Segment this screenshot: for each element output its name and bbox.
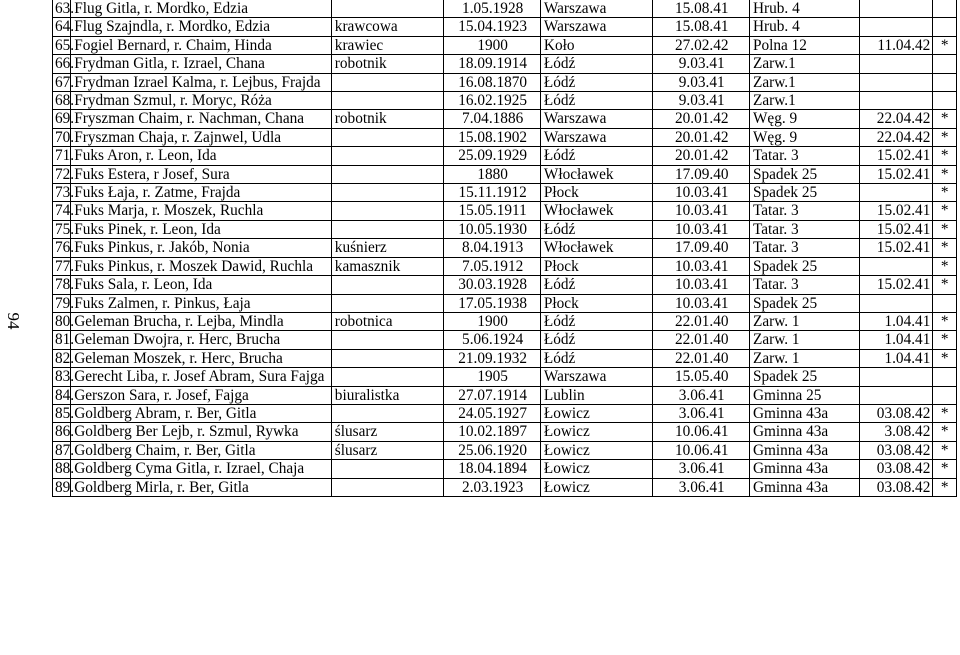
birth-date-cell: 18.09.1914: [444, 55, 541, 73]
origin-place-cell: Łódź: [540, 92, 653, 110]
birth-date-cell: 5.06.1924: [444, 331, 541, 349]
mark-cell: *: [933, 147, 957, 165]
birth-date-cell: 16.08.1870: [444, 73, 541, 91]
table-row: [53, 36, 957, 54]
birth-date-cell: 1880: [444, 165, 541, 183]
entry-number-cell: 65.: [53, 36, 71, 54]
arrival-date-cell: 15.05.40: [653, 368, 750, 386]
arrival-date-cell: 27.02.42: [653, 36, 750, 54]
departure-date-cell: [860, 92, 933, 110]
table-row: [53, 220, 957, 238]
occupation-cell: [331, 0, 444, 18]
arrival-date-cell: 10.03.41: [653, 257, 750, 275]
address-cell: Węg. 9: [749, 110, 859, 128]
address-cell: Tatar. 3: [749, 239, 859, 257]
entry-number-cell: 73.: [53, 184, 71, 202]
table-row: [53, 55, 957, 73]
address-cell: Zarw.1: [749, 92, 859, 110]
address-cell: Węg. 9: [749, 128, 859, 146]
entry-number-cell: 70.: [53, 128, 71, 146]
table-row: [53, 202, 957, 220]
origin-place-cell: Łódź: [540, 331, 653, 349]
entry-number-cell: 75.: [53, 220, 71, 238]
entry-number-cell: 78.: [53, 276, 71, 294]
arrival-date-cell: 22.01.40: [653, 349, 750, 367]
birth-date-cell: 15.11.1912: [444, 184, 541, 202]
occupation-cell: [331, 349, 444, 367]
occupation-cell: krawcowa: [331, 18, 444, 36]
occupation-cell: [331, 220, 444, 238]
address-cell: Zarw.1: [749, 55, 859, 73]
address-cell: Hrub. 4: [749, 18, 859, 36]
mark-cell: [933, 92, 957, 110]
origin-place-cell: Włocławek: [540, 165, 653, 183]
entry-number-cell: 79.: [53, 294, 71, 312]
arrival-date-cell: 3.06.41: [653, 460, 750, 478]
arrival-date-cell: 20.01.42: [653, 147, 750, 165]
origin-place-cell: Łódź: [540, 55, 653, 73]
mark-cell: [933, 73, 957, 91]
origin-place-cell: Warszawa: [540, 128, 653, 146]
origin-place-cell: Lublin: [540, 386, 653, 404]
entry-number-cell: 88.: [53, 460, 71, 478]
address-cell: Spadek 25: [749, 184, 859, 202]
birth-date-cell: 1905: [444, 368, 541, 386]
departure-date-cell: 1.04.41: [860, 312, 933, 330]
entry-number-cell: 87.: [53, 441, 71, 459]
mark-cell: [933, 55, 957, 73]
person-name-cell: Fuks Zalmen, r. Pinkus, Łaja: [71, 294, 332, 312]
origin-place-cell: Płock: [540, 184, 653, 202]
address-cell: Zarw. 1: [749, 349, 859, 367]
departure-date-cell: 15.02.41: [860, 239, 933, 257]
table-row: [53, 276, 957, 294]
person-name-cell: Fuks Aron, r. Leon, Ida: [71, 147, 332, 165]
entry-number-cell: 80.: [53, 312, 71, 330]
occupation-cell: [331, 478, 444, 496]
birth-date-cell: 1900: [444, 312, 541, 330]
mark-cell: *: [933, 276, 957, 294]
person-name-cell: Fuks Pinek, r. Leon, Ida: [71, 220, 332, 238]
departure-date-cell: [860, 0, 933, 18]
person-name-cell: Fuks Sala, r. Leon, Ida: [71, 276, 332, 294]
arrival-date-cell: 17.09.40: [653, 165, 750, 183]
mark-cell: [933, 294, 957, 312]
origin-place-cell: Łowicz: [540, 423, 653, 441]
mark-cell: *: [933, 128, 957, 146]
person-name-cell: Fryszman Chaim, r. Nachman, Chana: [71, 110, 332, 128]
person-name-cell: Goldberg Cyma Gitla, r. Izrael, Chaja: [71, 460, 332, 478]
address-cell: Spadek 25: [749, 257, 859, 275]
person-name-cell: Fuks Pinkus, r. Jakób, Nonia: [71, 239, 332, 257]
departure-date-cell: [860, 55, 933, 73]
origin-place-cell: Łódź: [540, 73, 653, 91]
entry-number-cell: 69.: [53, 110, 71, 128]
entry-number-cell: 72.: [53, 165, 71, 183]
origin-place-cell: Łódź: [540, 349, 653, 367]
departure-date-cell: 3.08.42: [860, 423, 933, 441]
mark-cell: *: [933, 349, 957, 367]
arrival-date-cell: 9.03.41: [653, 92, 750, 110]
page-number: 94: [4, 312, 23, 330]
occupation-cell: [331, 331, 444, 349]
arrival-date-cell: 3.06.41: [653, 478, 750, 496]
occupation-cell: kamasznik: [331, 257, 444, 275]
table-row: [53, 460, 957, 478]
arrival-date-cell: 10.03.41: [653, 202, 750, 220]
birth-date-cell: 16.02.1925: [444, 92, 541, 110]
table-row: [53, 184, 957, 202]
table-row: [53, 294, 957, 312]
address-cell: Hrub. 4: [749, 0, 859, 18]
arrival-date-cell: 17.09.40: [653, 239, 750, 257]
birth-date-cell: 10.05.1930: [444, 220, 541, 238]
arrival-date-cell: 22.01.40: [653, 312, 750, 330]
occupation-cell: [331, 147, 444, 165]
departure-date-cell: 22.04.42: [860, 128, 933, 146]
occupation-cell: [331, 460, 444, 478]
origin-place-cell: Warszawa: [540, 110, 653, 128]
table-row: [53, 331, 957, 349]
table-row: [53, 73, 957, 91]
mark-cell: *: [933, 331, 957, 349]
mark-cell: *: [933, 257, 957, 275]
table-row: [53, 478, 957, 496]
birth-date-cell: 18.04.1894: [444, 460, 541, 478]
entry-number-cell: 68.: [53, 92, 71, 110]
person-name-cell: Fuks Estera, r Josef, Sura: [71, 165, 332, 183]
entry-number-cell: 71.: [53, 147, 71, 165]
address-cell: Gminna 43a: [749, 404, 859, 422]
arrival-date-cell: 3.06.41: [653, 404, 750, 422]
occupation-cell: [331, 165, 444, 183]
entry-number-cell: 85.: [53, 404, 71, 422]
occupation-cell: [331, 294, 444, 312]
occupation-cell: biuralistka: [331, 386, 444, 404]
table-row: [53, 18, 957, 36]
entry-number-cell: 81.: [53, 331, 71, 349]
table-row: [53, 239, 957, 257]
origin-place-cell: Warszawa: [540, 0, 653, 18]
mark-cell: *: [933, 36, 957, 54]
person-name-cell: Geleman Dwojra, r. Herc, Brucha: [71, 331, 332, 349]
arrival-date-cell: 10.06.41: [653, 441, 750, 459]
entry-number-cell: 63.: [53, 0, 71, 18]
origin-place-cell: Łódź: [540, 147, 653, 165]
mark-cell: *: [933, 184, 957, 202]
person-name-cell: Fuks Łaja, r. Zatme, Frajda: [71, 184, 332, 202]
entry-number-cell: 67.: [53, 73, 71, 91]
person-name-cell: Gerszon Sara, r. Josef, Fajga: [71, 386, 332, 404]
entry-number-cell: 66.: [53, 55, 71, 73]
arrival-date-cell: 22.01.40: [653, 331, 750, 349]
person-name-cell: Geleman Moszek, r. Herc, Brucha: [71, 349, 332, 367]
person-name-cell: Fuks Marja, r. Moszek, Ruchla: [71, 202, 332, 220]
arrival-date-cell: 20.01.42: [653, 110, 750, 128]
table-row: [53, 312, 957, 330]
person-name-cell: Fogiel Bernard, r. Chaim, Hinda: [71, 36, 332, 54]
person-name-cell: Geleman Brucha, r. Lejba, Mindla: [71, 312, 332, 330]
mark-cell: [933, 386, 957, 404]
origin-place-cell: Łódź: [540, 276, 653, 294]
person-name-cell: Goldberg Abram, r. Ber, Gitla: [71, 404, 332, 422]
address-cell: Gminna 25: [749, 386, 859, 404]
mark-cell: *: [933, 441, 957, 459]
origin-place-cell: Łowicz: [540, 404, 653, 422]
mark-cell: [933, 18, 957, 36]
birth-date-cell: 1.05.1928: [444, 0, 541, 18]
occupation-cell: [331, 202, 444, 220]
arrival-date-cell: 10.03.41: [653, 220, 750, 238]
person-name-cell: Fryszman Chaja, r. Zajnwel, Udla: [71, 128, 332, 146]
origin-place-cell: Łódź: [540, 312, 653, 330]
mark-cell: *: [933, 460, 957, 478]
table-row: [53, 423, 957, 441]
birth-date-cell: 8.04.1913: [444, 239, 541, 257]
address-cell: Polna 12: [749, 36, 859, 54]
mark-cell: *: [933, 202, 957, 220]
arrival-date-cell: 9.03.41: [653, 73, 750, 91]
table-row: [53, 349, 957, 367]
occupation-cell: krawiec: [331, 36, 444, 54]
entry-number-cell: 74.: [53, 202, 71, 220]
entry-number-cell: 77.: [53, 257, 71, 275]
arrival-date-cell: 20.01.42: [653, 128, 750, 146]
mark-cell: *: [933, 404, 957, 422]
table-row: [53, 368, 957, 386]
person-name-cell: Goldberg Mirla, r. Ber, Gitla: [71, 478, 332, 496]
mark-cell: [933, 0, 957, 18]
table-row: [53, 110, 957, 128]
mark-cell: *: [933, 239, 957, 257]
departure-date-cell: [860, 73, 933, 91]
table-row: [53, 165, 957, 183]
birth-date-cell: 27.07.1914: [444, 386, 541, 404]
birth-date-cell: 10.02.1897: [444, 423, 541, 441]
departure-date-cell: 03.08.42: [860, 404, 933, 422]
birth-date-cell: 25.06.1920: [444, 441, 541, 459]
address-cell: Tatar. 3: [749, 220, 859, 238]
address-cell: Spadek 25: [749, 294, 859, 312]
occupation-cell: kuśnierz: [331, 239, 444, 257]
occupation-cell: [331, 128, 444, 146]
origin-place-cell: Płock: [540, 294, 653, 312]
occupation-cell: [331, 184, 444, 202]
arrival-date-cell: 10.03.41: [653, 276, 750, 294]
arrival-date-cell: 15.08.41: [653, 18, 750, 36]
birth-date-cell: 7.05.1912: [444, 257, 541, 275]
table-row: [53, 0, 957, 18]
occupation-cell: ślusarz: [331, 441, 444, 459]
table-row: [53, 441, 957, 459]
origin-place-cell: Łowicz: [540, 460, 653, 478]
occupation-cell: robotnik: [331, 55, 444, 73]
occupation-cell: [331, 404, 444, 422]
occupation-cell: [331, 368, 444, 386]
occupation-cell: robotnik: [331, 110, 444, 128]
departure-date-cell: 15.02.41: [860, 202, 933, 220]
birth-date-cell: 17.05.1938: [444, 294, 541, 312]
departure-date-cell: [860, 294, 933, 312]
occupation-cell: [331, 92, 444, 110]
mark-cell: *: [933, 220, 957, 238]
table-row: [53, 386, 957, 404]
mark-cell: *: [933, 165, 957, 183]
entry-number-cell: 86.: [53, 423, 71, 441]
address-cell: Zarw.1: [749, 73, 859, 91]
entry-number-cell: 82.: [53, 349, 71, 367]
departure-date-cell: 15.02.41: [860, 147, 933, 165]
birth-date-cell: 2.03.1923: [444, 478, 541, 496]
origin-place-cell: Koło: [540, 36, 653, 54]
person-name-cell: Frydman Izrael Kalma, r. Lejbus, Frajda: [71, 73, 332, 91]
entry-number-cell: 84.: [53, 386, 71, 404]
departure-date-cell: [860, 368, 933, 386]
person-name-cell: Fuks Pinkus, r. Moszek Dawid, Ruchla: [71, 257, 332, 275]
departure-date-cell: 11.04.42: [860, 36, 933, 54]
birth-date-cell: 21.09.1932: [444, 349, 541, 367]
departure-date-cell: 03.08.42: [860, 441, 933, 459]
table-row: [53, 147, 957, 165]
arrival-date-cell: 10.06.41: [653, 423, 750, 441]
origin-place-cell: Włocławek: [540, 202, 653, 220]
mark-cell: *: [933, 478, 957, 496]
arrival-date-cell: 10.03.41: [653, 184, 750, 202]
departure-date-cell: 15.02.41: [860, 276, 933, 294]
origin-place-cell: Włocławek: [540, 239, 653, 257]
entry-number-cell: 76.: [53, 239, 71, 257]
birth-date-cell: 30.03.1928: [444, 276, 541, 294]
table-row: [53, 257, 957, 275]
departure-date-cell: 03.08.42: [860, 460, 933, 478]
origin-place-cell: Łowicz: [540, 478, 653, 496]
address-cell: Gminna 43a: [749, 478, 859, 496]
person-name-cell: Goldberg Ber Lejb, r. Szmul, Rywka: [71, 423, 332, 441]
occupation-cell: robotnica: [331, 312, 444, 330]
address-cell: Spadek 25: [749, 165, 859, 183]
arrival-date-cell: 15.08.41: [653, 0, 750, 18]
address-cell: Tatar. 3: [749, 202, 859, 220]
address-cell: Tatar. 3: [749, 147, 859, 165]
birth-date-cell: 15.05.1911: [444, 202, 541, 220]
address-cell: Zarw. 1: [749, 331, 859, 349]
occupation-cell: [331, 73, 444, 91]
table-row: [53, 92, 957, 110]
address-cell: Zarw. 1: [749, 312, 859, 330]
birth-date-cell: 15.04.1923: [444, 18, 541, 36]
address-cell: Tatar. 3: [749, 276, 859, 294]
arrival-date-cell: 10.03.41: [653, 294, 750, 312]
origin-place-cell: Płock: [540, 257, 653, 275]
register-table: [52, 0, 957, 497]
address-cell: Gminna 43a: [749, 423, 859, 441]
entry-number-cell: 64.: [53, 18, 71, 36]
person-name-cell: Goldberg Chaim, r. Ber, Gitla: [71, 441, 332, 459]
departure-date-cell: 1.04.41: [860, 331, 933, 349]
occupation-cell: [331, 276, 444, 294]
origin-place-cell: Łowicz: [540, 441, 653, 459]
departure-date-cell: 15.02.41: [860, 165, 933, 183]
mark-cell: *: [933, 312, 957, 330]
departure-date-cell: [860, 257, 933, 275]
birth-date-cell: 25.09.1929: [444, 147, 541, 165]
departure-date-cell: [860, 386, 933, 404]
person-name-cell: Gerecht Liba, r. Josef Abram, Sura Fajga: [71, 368, 332, 386]
birth-date-cell: 15.08.1902: [444, 128, 541, 146]
address-cell: Gminna 43a: [749, 460, 859, 478]
table-row: [53, 404, 957, 422]
birth-date-cell: 1900: [444, 36, 541, 54]
address-cell: Spadek 25: [749, 368, 859, 386]
departure-date-cell: [860, 18, 933, 36]
departure-date-cell: [860, 184, 933, 202]
origin-place-cell: Warszawa: [540, 368, 653, 386]
person-name-cell: Frydman Gitla, r. Izrael, Chana: [71, 55, 332, 73]
table-row: [53, 128, 957, 146]
arrival-date-cell: 9.03.41: [653, 55, 750, 73]
occupation-cell: ślusarz: [331, 423, 444, 441]
person-name-cell: Flug Gitla, r. Mordko, Edzia: [71, 0, 332, 18]
origin-place-cell: Warszawa: [540, 18, 653, 36]
origin-place-cell: Łódź: [540, 220, 653, 238]
birth-date-cell: 7.04.1886: [444, 110, 541, 128]
departure-date-cell: 1.04.41: [860, 349, 933, 367]
mark-cell: [933, 368, 957, 386]
person-name-cell: Frydman Szmul, r. Moryc, Róża: [71, 92, 332, 110]
mark-cell: *: [933, 110, 957, 128]
departure-date-cell: 03.08.42: [860, 478, 933, 496]
arrival-date-cell: 3.06.41: [653, 386, 750, 404]
entry-number-cell: 89.: [53, 478, 71, 496]
birth-date-cell: 24.05.1927: [444, 404, 541, 422]
person-name-cell: Flug Szajndla, r. Mordko, Edzia: [71, 18, 332, 36]
mark-cell: *: [933, 423, 957, 441]
entry-number-cell: 83.: [53, 368, 71, 386]
departure-date-cell: 15.02.41: [860, 220, 933, 238]
departure-date-cell: 22.04.42: [860, 110, 933, 128]
address-cell: Gminna 43a: [749, 441, 859, 459]
